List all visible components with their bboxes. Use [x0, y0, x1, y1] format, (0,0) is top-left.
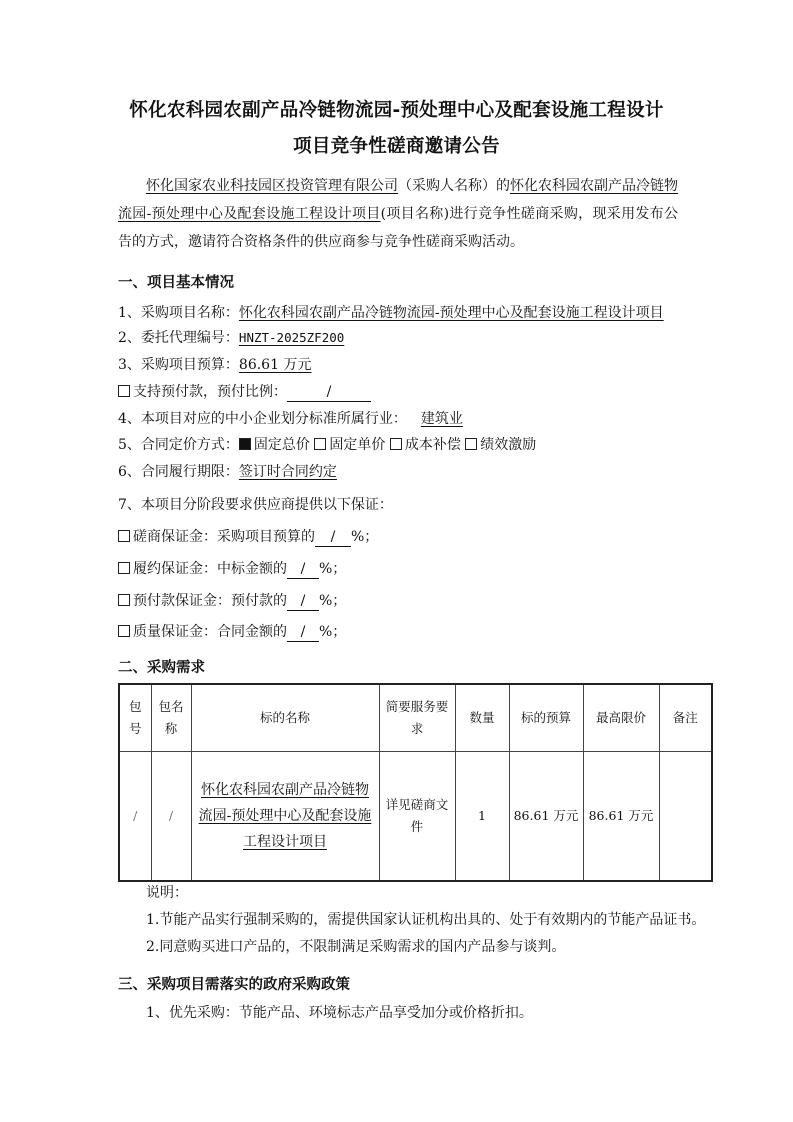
col-item-name: 标的名称 — [191, 684, 379, 752]
policy-item-1: 1、优先采购：节能产品、环境标志产品享受加分或价格折扣。 — [146, 1005, 533, 1021]
note-title: 说明： — [146, 885, 188, 901]
col-budget: 标的预算 — [509, 684, 583, 752]
project-tag: (项目名称) — [380, 206, 450, 222]
item-industry: 4、本项目对应的中小企业划分标准所属行业： 建筑业 — [118, 411, 463, 427]
col-service: 简要服务要求 — [379, 684, 455, 752]
note-2: 2.同意购买进口产品的，不限制满足采购需求的国内产品参与谈判。 — [146, 939, 566, 955]
cell-service: 详见磋商文件 — [379, 752, 455, 882]
section3-heading: 三、采购项目需落实的政府采购政策 — [118, 977, 350, 993]
item-pricing: 5、合同定价方式： 固定总价 固定单价 成本补偿 绩效激励 — [118, 437, 537, 453]
guarantee-performance: 履约保证金：中标金额的 / %； — [118, 558, 346, 579]
fixed-total-checkbox — [239, 438, 251, 450]
item-guarantee: 7、本项目分阶段要求供应商提供以下保证： — [118, 497, 393, 513]
col-max: 最高限价 — [583, 684, 659, 752]
note-1: 1.节能产品实行强制采购的，需提供国家认证机构出具的、处于有效期内的节能产品证书。 — [146, 912, 706, 928]
purchaser-tag: （采购人名称）的 — [398, 178, 510, 194]
section2-heading: 二、采购需求 — [118, 660, 205, 676]
guarantee-prepay: 预付款保证金：预付款的 / %； — [118, 590, 346, 611]
cell-max: 86.61 万元 — [583, 752, 659, 882]
title-line-2: 项目竞争性磋商邀请公告 — [293, 136, 500, 157]
purchaser-name: 怀化国家农业科技园区投资管理有限公司 — [146, 178, 398, 194]
col-pkg-name: 包名称 — [151, 684, 191, 752]
section1-heading: 一、项目基本情况 — [118, 275, 234, 291]
item-term: 6、合同履行期限：签订时合同约定 — [118, 464, 337, 480]
guarantee-quality: 质量保证金：合同金额的 / %； — [118, 621, 346, 642]
col-qty: 数量 — [455, 684, 509, 752]
prepay-checkbox — [118, 385, 130, 397]
table-row — [119, 752, 712, 882]
col-note: 备注 — [659, 684, 712, 752]
performance-checkbox — [465, 438, 477, 450]
item-prepay: 支持预付款，预付比例： / — [118, 381, 371, 402]
cell-qty: 1 — [455, 752, 509, 882]
title-line-1: 怀化农科园农副产品冷链物流园-预处理中心及配套设施工程设计 — [129, 100, 664, 121]
intro-rest: 进行竞争性磋商采购，现采用发布公告的方式，邀请符合资格条件的供应商参与竞争性磋商采购活动。 — [118, 206, 678, 250]
project-name: 怀化农科园农副产品冷链物流园-预处理中心及配套设施工程设计项目 — [118, 178, 678, 222]
item-project-name: 1、采购项目名称：怀化农科园农副产品冷链物流园-预处理中心及配套设施工程设计项目 — [118, 305, 664, 321]
cell-budget: 86.61 万元 — [509, 752, 583, 882]
item-budget: 3、采购项目预算：86.61 万元 — [118, 357, 312, 373]
fixed-unit-checkbox — [314, 438, 326, 450]
cost-comp-checkbox — [390, 438, 402, 450]
col-pkg-no: 包号 — [119, 684, 151, 752]
cell-note — [659, 752, 712, 882]
guarantee-bid: 磋商保证金：采购项目预算的 / %； — [118, 526, 378, 547]
cell-item-name: 怀化农科园农副产品冷链物流园-预处理中心及配套设施工程设计项目 — [191, 752, 379, 882]
intro-paragraph — [118, 172, 678, 256]
item-agency-code: 2、委托代理编号：HNZT-2025ZF200 — [118, 330, 345, 346]
cell-pkg-no: / — [119, 752, 151, 882]
cell-pkg-name: / — [151, 752, 191, 882]
procurement-table — [118, 683, 713, 882]
table-header-row — [119, 684, 712, 752]
